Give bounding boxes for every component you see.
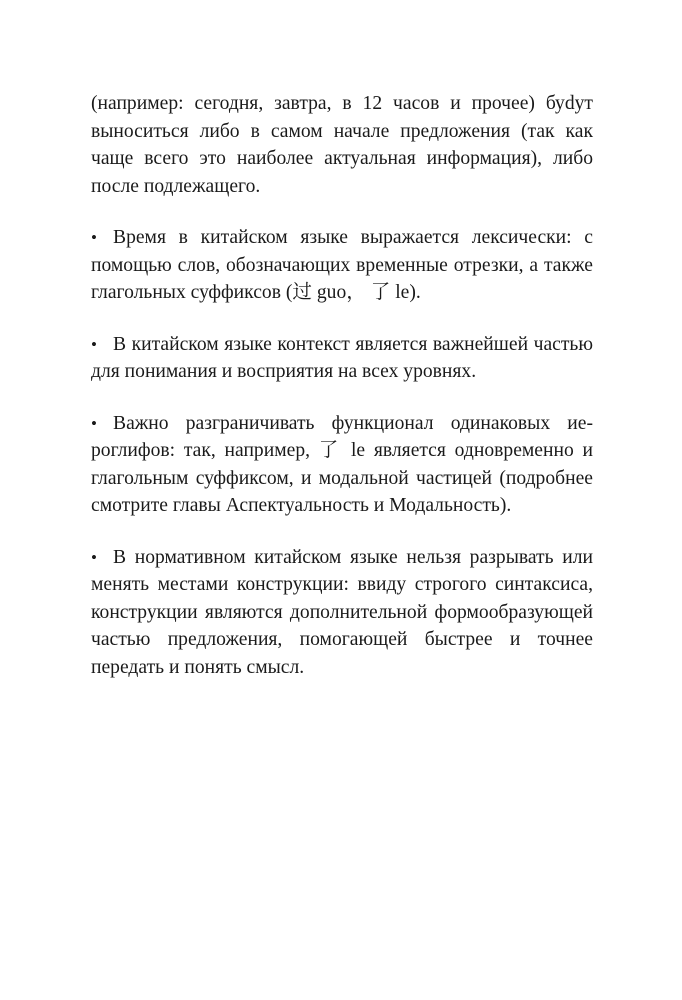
paragraph-intro (91, 90, 593, 200)
bullet-icon: • (91, 547, 97, 567)
bullet-icon: • (91, 228, 97, 247)
paragraph-text: В нормативном китайском языке нельзя разрывать или менять местами конструкции: ввиду строгого синтаксиса, конструкции являются дополнительной формообразующей частью предложения, помогающей быстрее и точнее передать и понять смысл. (91, 546, 593, 678)
paragraph-text: Важно разграничивать функционал одинаковых иероглифов: так, например, 了 le является одновременно и глагольным суффиксом, и модальной частицей (подробнее смотрите главы Аспектуальность и Модальность). (91, 412, 593, 516)
bullet-paragraph-constructions (91, 544, 593, 682)
bullet-paragraph-hieroglyphs (91, 410, 593, 520)
bullet-icon: • (91, 334, 97, 354)
bullet-icon: • (91, 413, 97, 433)
page-text-block (91, 90, 593, 705)
bullet-paragraph-context (91, 331, 593, 386)
bullet-paragraph-time (91, 224, 593, 307)
paragraph-text: Время в китайском языке выражается лексически: с помощью слов, обозначающих временные отрезки, а также глагольных суффиксов (过 guo， 了 le). (91, 227, 593, 303)
paragraph-text: (например: сегодня, завтра, в 12 часов и прочее) буdут выноситься либо в самом начале предложения (так как чаще всего это наиболее актуальная информация), либо после подлежащего. (91, 93, 593, 197)
paragraph-text: В китайском языке контекст является важнейшей частью для понимания и восприятия на всех уровнях. (91, 333, 593, 382)
